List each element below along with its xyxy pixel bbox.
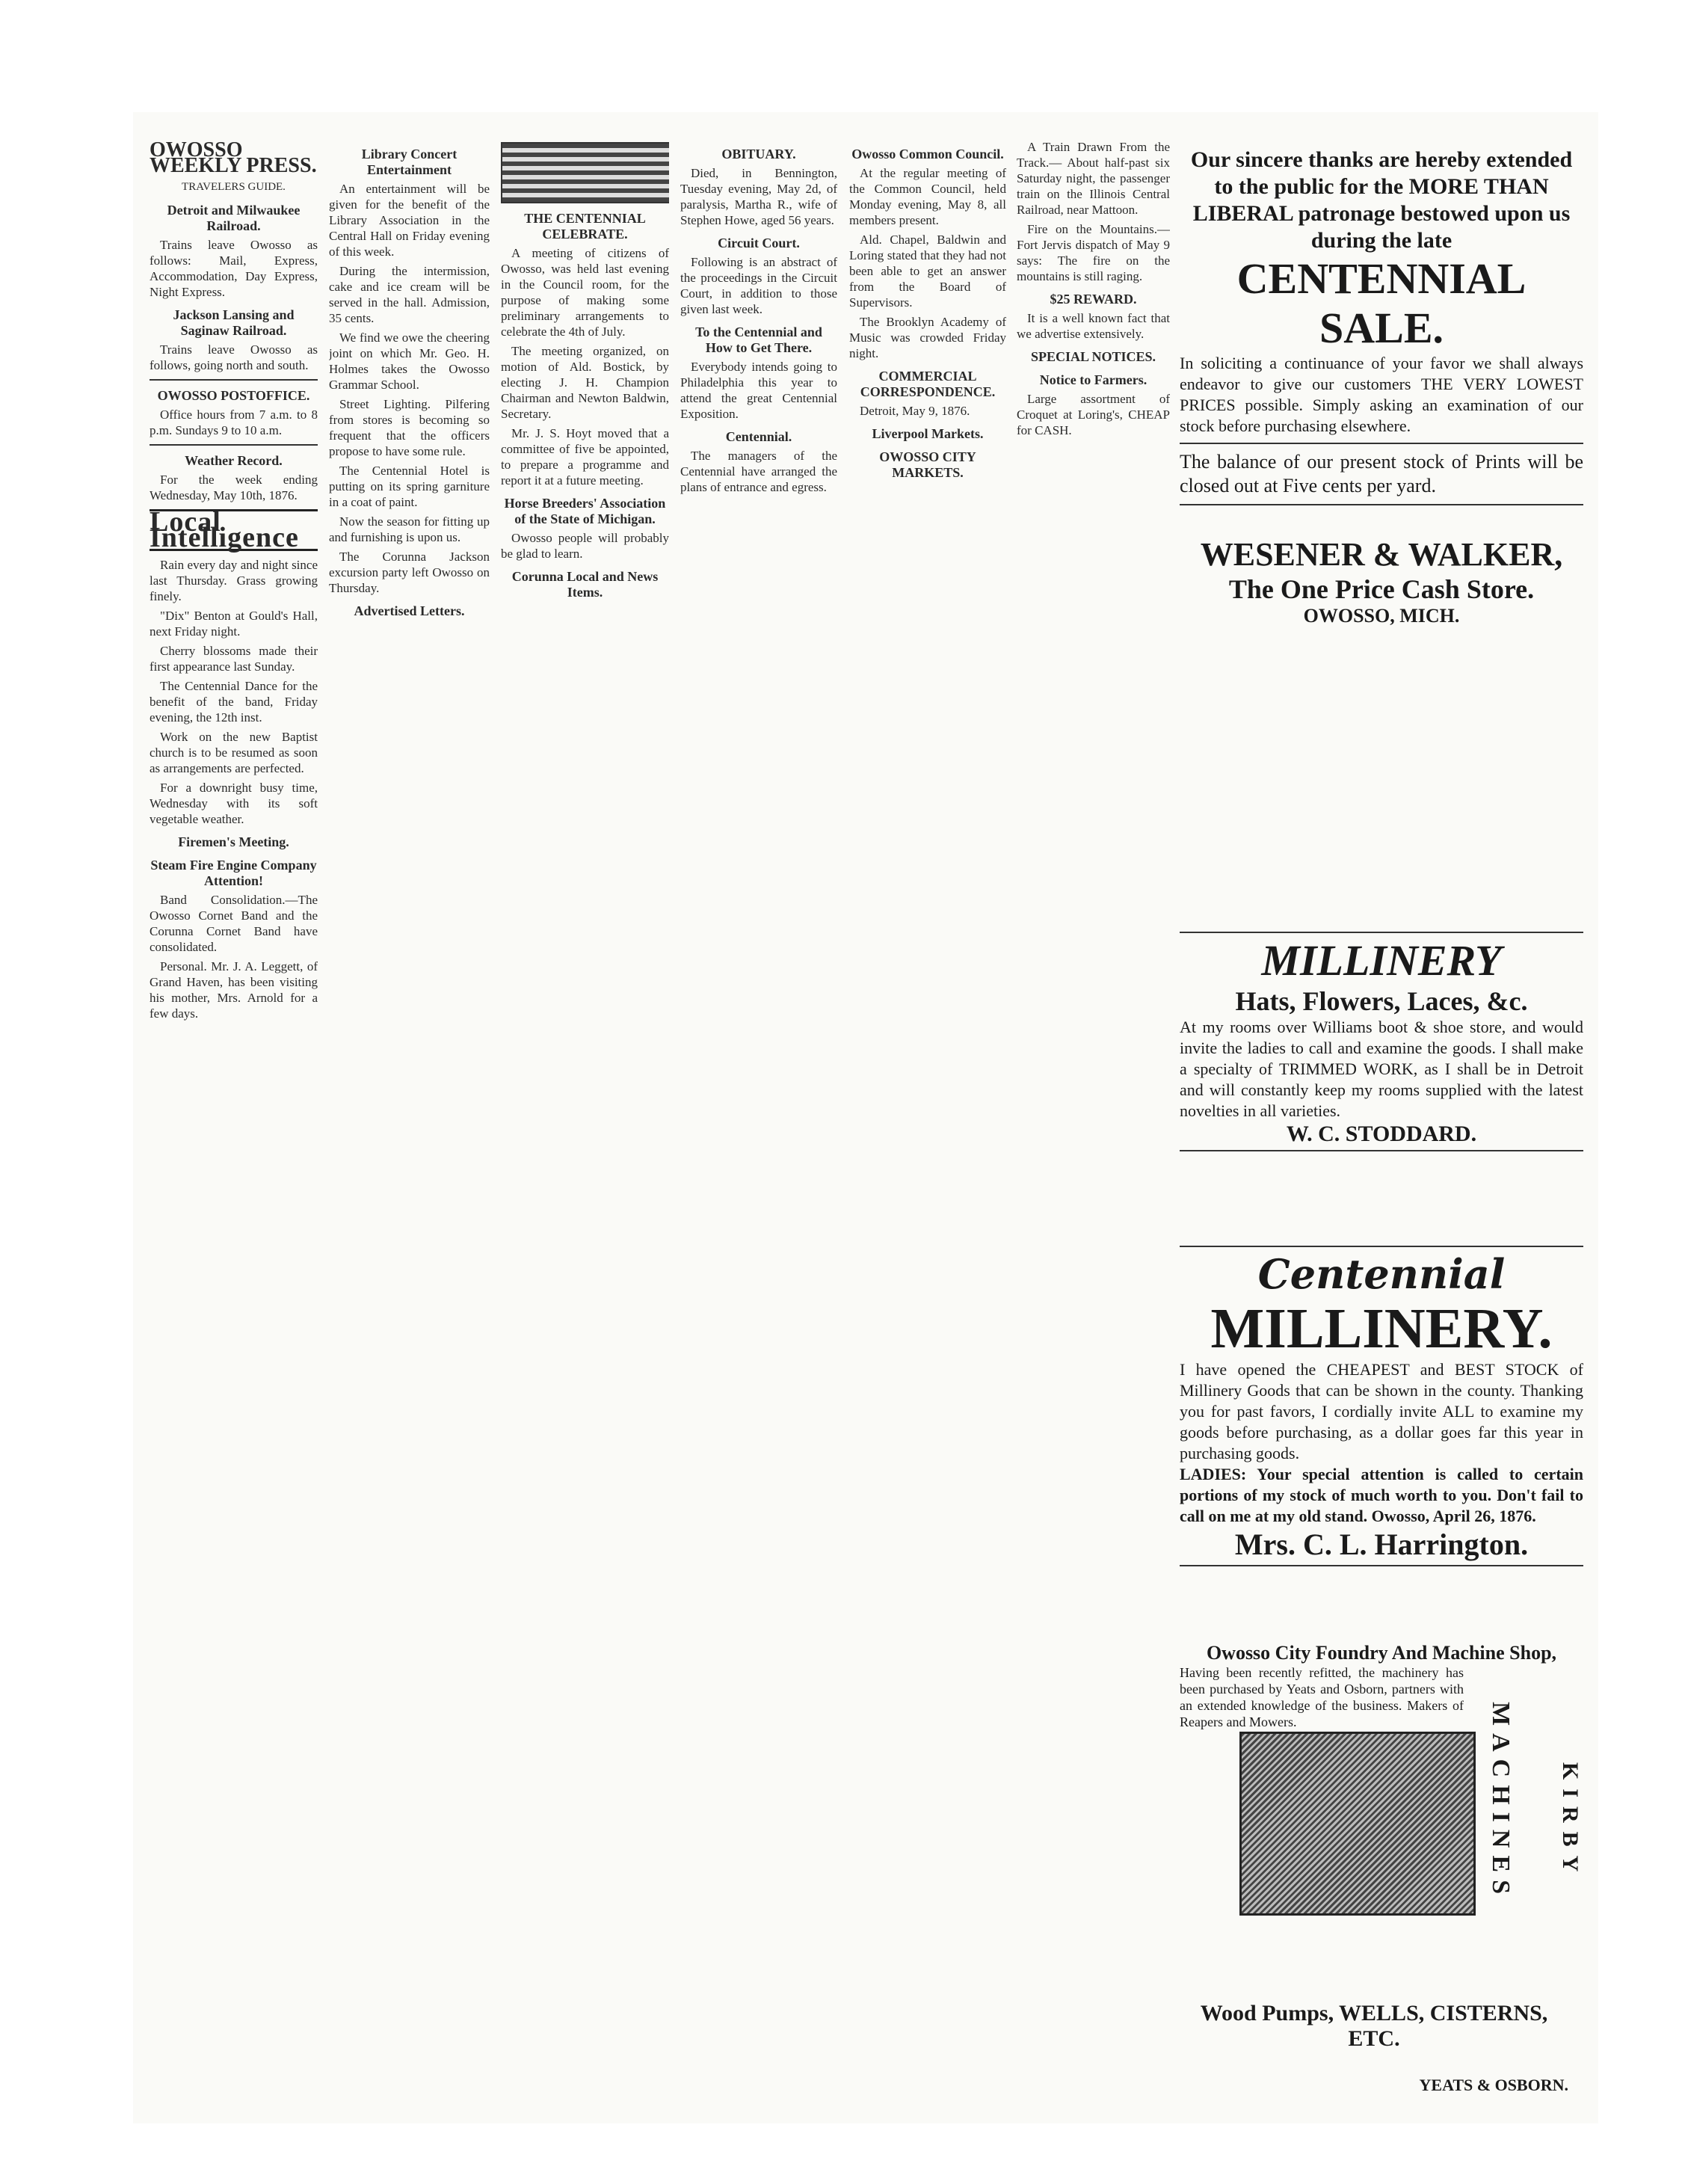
article-heading: Notice to Farmers. (1039, 372, 1147, 387)
article-heading: $25 REWARD. (1050, 292, 1137, 307)
millinery2-body: I have opened the CHEAPEST and BEST STOCK of Millinery Goods that can be shown in the county. Thanking you for past favors, I cordially invite ALL to examine my goods before purchasing, as a dollar goes far this year in purchasing goods. (1180, 1360, 1583, 1462)
local-item: Personal. Mr. J. A. Leggett, of Grand Haven, has been visiting his mother, Mrs. Arnold for a few days. (150, 959, 318, 1021)
article-paragraph: We find we owe the cheering joint on which Mr. Geo. H. Holmes takes the Owosso Grammar School. (329, 330, 490, 392)
local-subheading: Firemen's Meeting. (178, 834, 289, 849)
postoffice-heading: OWOSSO POSTOFFICE. (157, 388, 310, 403)
schedule-text: Trains leave Owosso as follows: Mail, Express, Accommodation, Day Express, Night Express. (150, 238, 318, 299)
schedule-text-2: Trains leave Owosso as follows, going north and south. (150, 342, 318, 372)
article-heading: COMMERCIAL CORRESPONDENCE. (860, 369, 996, 399)
thanks-ad (1180, 147, 1583, 627)
local-item: Rain every day and night since last Thursday. Grass growing finely. (150, 558, 318, 603)
column-1 (150, 139, 318, 2113)
millinery-title: MILLINERY (1261, 936, 1502, 985)
foundry-ad (1180, 1642, 1583, 2113)
local-item: "Dix" Benton at Gould's Hall, next Friday night. (150, 609, 318, 639)
article-paragraph: It is a well known fact that we advertise extensively. (1017, 311, 1170, 341)
foundry-body: Having been recently refitted, the machinery has been purchased by Yeats and Osborn, partners with an extended knowledge of the business. Makers of Reapers and Mowers. (1180, 1665, 1464, 1729)
column-2 (329, 139, 490, 2113)
article-paragraph: At the regular meeting of the Common Council, held Monday evening, May 8, all members present. (849, 166, 1006, 227)
centennial-millinery-ad (1180, 1246, 1583, 1566)
store-name: WESENER & WALKER, (1200, 536, 1563, 573)
foundry-title: Owosso City Foundry And Machine Shop, (1206, 1642, 1557, 1664)
column-4 (680, 139, 837, 2113)
article-paragraph: An entertainment will be given for the benefit of the Library Association in the Central Hall on Friday evening of this week. (329, 182, 490, 259)
store-tagline: The One Price Cash Store. (1228, 574, 1535, 604)
article-paragraph: Owosso people will probably be glad to learn. (501, 531, 669, 561)
column-5 (849, 139, 1006, 2113)
railroad-heading-2: Jackson Lansing and Saginaw Railroad. (173, 307, 295, 338)
article-paragraph: A Train Drawn From the Track.— About half-past six Saturday night, the passenger train on the Illinois Central Railroad, near Mattoon. (1017, 140, 1170, 217)
harrington-name: Mrs. C. L. Harrington. (1234, 1528, 1529, 1561)
millinery-big-title: MILLINERY. (1210, 1297, 1553, 1360)
weather-heading: Weather Record. (185, 453, 283, 468)
divider (150, 379, 318, 381)
article-heading: Centennial. (725, 429, 792, 444)
local-item: Band Consolidation.—The Owosso Cornet Band and the Corunna Cornet Band have consolidated. (150, 893, 318, 954)
article-paragraph: The Corunna Jackson excursion party left Owosso on Thursday. (329, 550, 490, 595)
machine-engraving (1239, 1732, 1476, 1916)
millinery-ad (1180, 932, 1583, 1151)
article-paragraph: During the intermission, cake and ice cream will be served in the hall. Admission, 35 cents. (329, 264, 490, 325)
thanks-text: Our sincere thanks are hereby extended to the public for the MORE THAN LIBERAL patronage bestowed upon us during the late (1190, 147, 1573, 253)
masthead-title: OWOSSO WEEKLY PRESS. (150, 139, 317, 177)
railroad-heading-1: Detroit and Milwaukee Railroad. (167, 203, 301, 233)
article-paragraph: Detroit, May 9, 1876. (860, 404, 970, 418)
article-paragraph: Fire on the Mountains.—Fort Jervis dispatch of May 9 says: The fire on the mountains is still raging. (1017, 222, 1170, 283)
article-heading: SPECIAL NOTICES. (1030, 349, 1156, 364)
article-paragraph: Following is an abstract of the proceedings in the Circuit Court, in addition to those given last week. (680, 255, 837, 316)
article-heading: OBITUARY. (721, 147, 796, 162)
article-paragraph: Mr. J. S. Hoyt moved that a committee of five be appointed, to prepare a programme and report it at a future meeting. (501, 426, 669, 487)
advertisement-column (1180, 139, 1583, 2113)
centennial-sale-title: CENTENNIAL SALE. (1236, 254, 1527, 352)
article-heading: THE CENTENNIAL CELEBRATE. (524, 211, 646, 242)
article-paragraph: Ald. Chapel, Baldwin and Loring stated that they had not been able to get an answer from the Board of Supervisors. (849, 233, 1006, 310)
local-item: Work on the new Baptist church is to be resumed as soon as arrangements are perfected. (150, 730, 318, 775)
flag-engraving (501, 142, 669, 203)
column-3 (501, 139, 669, 2113)
centennial-word: Centennial (1257, 1250, 1506, 1298)
local-item: Cherry blossoms made their first appearance last Sunday. (150, 644, 318, 674)
millinery-body: At my rooms over Williams boot & shoe store, and would invite the ladies to call and examine the goods. I shall make a specialty of TRIMMED WORK, as I shall be in Detroit and will constantly keep my rooms supplied with the latest novelties in all varieties. (1180, 1018, 1583, 1120)
article-paragraph: Now the season for fitting up and furnishing is upon us. (329, 514, 490, 544)
article-heading: Corunna Local and News Items. (511, 569, 659, 600)
local-item: The Centennial Dance for the benefit of the band, Friday evening, the 12th inst. (150, 679, 318, 725)
article-paragraph: Street Lighting. Pilfering from stores is becoming so frequent that the officers propose to have some rule. (329, 397, 490, 458)
article-heading: Owosso Common Council. (851, 147, 1004, 162)
store-city: OWOSSO, MICH. (1303, 605, 1460, 627)
newspaper-page (133, 112, 1598, 2123)
article-paragraph: The Centennial Hotel is putting on its spring garniture in a coat of paint. (329, 464, 490, 509)
article-paragraph: The Brooklyn Academy of Music was crowded Friday night. (849, 315, 1006, 360)
markets-heading: OWOSSO CITY MARKETS. (879, 449, 976, 480)
article-paragraph: The meeting organized, on motion of Ald. Bostick, by electing J. H. Champion Chairman and Newton Baldwin, Secretary. (501, 344, 669, 421)
local-subheading: Steam Fire Engine Company Attention! (150, 858, 317, 888)
article-heading: Advertised Letters. (354, 603, 465, 618)
article-paragraph: Everybody intends going to Philadelphia this year to attend the great Centennial Exposition. (680, 360, 837, 421)
postoffice-text: Office hours from 7 a.m. to 8 p.m. Sundays 9 to 10 a.m. (150, 407, 318, 437)
article-paragraph: A meeting of citizens of Owosso, was held last evening in the Council room, for the purpose of making some preliminary arrangements to celebrate the 4th of July. (501, 246, 669, 339)
millinery-subtitle: Hats, Flowers, Laces, &c. (1235, 986, 1528, 1016)
local-item: For a downright busy time, Wednesday with its soft vegetable weather. (150, 781, 318, 826)
kirby-vertical: KIRBY (1558, 1762, 1583, 1881)
article-heading: To the Centennial and How to Get There. (695, 324, 822, 355)
article-paragraph: Died, in Bennington, Tuesday evening, May 2d, of paralysis, Martha R., wife of Stephen Howe, aged 56 years. (680, 166, 837, 227)
article-heading: Liverpool Markets. (872, 426, 984, 441)
prints-text: The balance of our present stock of Prints will be closed out at Five cents per yard. (1180, 451, 1583, 496)
foundry-tail: Wood Pumps, WELLS, CISTERNS, ETC. (1200, 2001, 1548, 2051)
divider (1180, 443, 1583, 444)
weather-text: For the week ending Wednesday, May 10th, 1876. (150, 473, 318, 502)
article-heading: Library Concert Entertainment (361, 147, 458, 177)
divider (1180, 504, 1583, 505)
column-6 (1017, 139, 1170, 2113)
article-heading: Circuit Court. (718, 236, 800, 250)
article-paragraph: The managers of the Centennial have arranged the plans of entrance and egress. (680, 449, 837, 494)
machines-vertical: MACHINES (1487, 1702, 1515, 1902)
article-heading: Horse Breeders' Association of the State of Michigan. (504, 496, 666, 526)
article-paragraph: Large assortment of Croquet at Loring's, CHEAP for CASH. (1017, 392, 1170, 437)
yeats-osborn: YEATS & OSBORN. (1419, 2076, 1568, 2094)
ladies-notice: LADIES: Your special attention is called to certain portions of my stock of much worth to you. Don't fail to call on me at my old stand. Owosso, April 26, 1876. (1180, 1465, 1583, 1525)
sale-body: In soliciting a continuance of your favor we shall always endeavor to give our customers THE VERY LOWEST PRICES possible. Simply asking an examination of our stock before purchasing elsewhere. (1180, 354, 1583, 435)
travelers-guide: TRAVELERS GUIDE. (182, 181, 286, 193)
divider (150, 444, 318, 446)
local-intelligence-heading: Local Intelligence (150, 509, 318, 551)
stoddard-name: W. C. STODDARD. (1286, 1122, 1477, 1146)
